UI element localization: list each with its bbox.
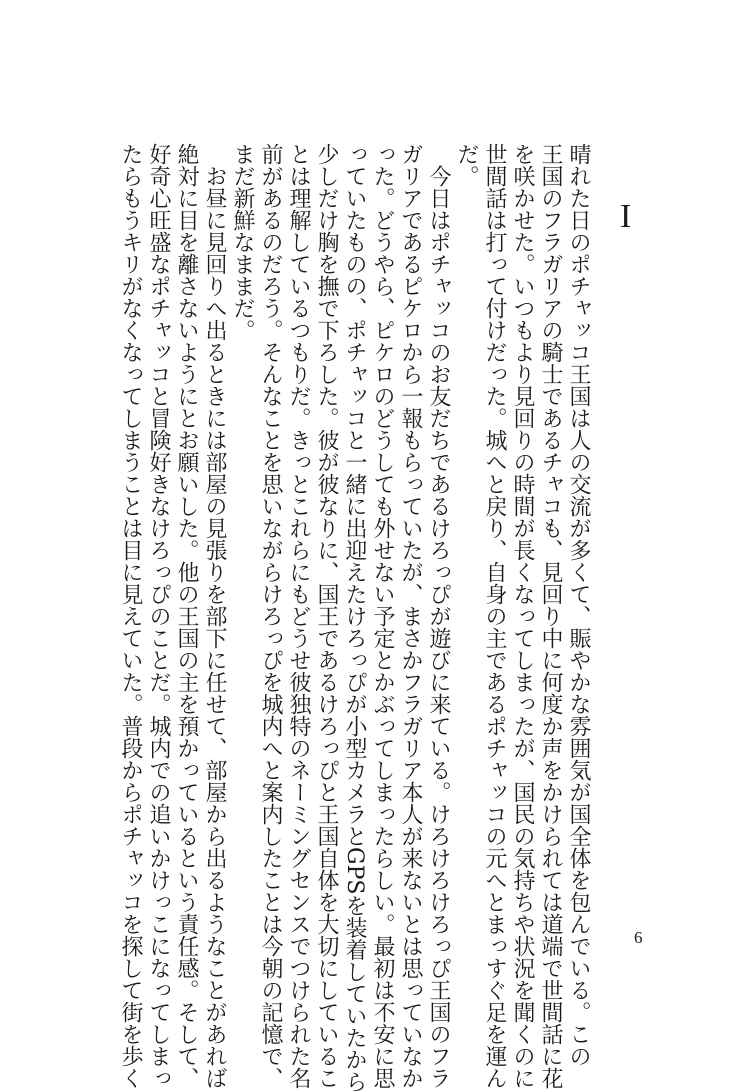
- text-line: 今日はポチャッコのお友だちであるけろっぴが遊びに来ている。けろけろけろっぴ王国のフラ: [426, 143, 451, 1089]
- text-line: 世間話は打って付けだった。城へと戻り、自身の主であるポチャッコの元へとまっすぐ足を運ん: [482, 143, 507, 1089]
- text-line: 好奇心旺盛なポチャッコと冒険好きなけろっぴのことだ。城内での追いかけっこになってしまっ: [146, 143, 171, 1089]
- text-line: 王国のフラガリアの騎士であるチャコも、見回り中に何度か声をかけられては道端で世間話に花: [538, 143, 563, 1089]
- chapter-heading: I: [620, 198, 632, 235]
- text-line: 絶対に目を離さないようにとお願いした。他の王国の主を預かっているという責任感。そして、: [174, 143, 199, 1089]
- text-line: った。どうやら、ピケロのどうしても外せない予定とかぶってしまったらしい。最初は不安に思: [370, 143, 395, 1089]
- text-line: 晴れた日のポチャッコ王国は人の交流が多くて、賑やかな雰囲気が国全体を包んでいる。この: [566, 143, 591, 1067]
- text-line: っていたものの、ポチャッコと一緒に出迎えたけろっぴが小型カメラとGPSを装着していたから: [342, 143, 367, 1092]
- text-line: とは理解しているつもりだ。きっとこれらにもどうせ彼独特のネーミングセンスでつけられた名: [286, 143, 311, 1089]
- text-line: 前があるのだろう。そんなことを思いながらけろっぴを城内へと案内したことは今朝の記憶で、: [258, 143, 283, 1089]
- text-line: たらもうキリがなくなってしまうことは目に見えていた。普段からポチャッコを探して街を歩く: [118, 143, 143, 1089]
- text-line: お昼に見回りへ出るときには部屋の見張りを部下に任せて、部屋から出るようなことがあれば: [202, 143, 227, 1089]
- text-line: を咲かせた。いつもより見回りの時間が長くなってしまったが、国民の気持ちや状況を聞くのに: [510, 143, 535, 1089]
- text-line: まだ新鮮なままだ。: [230, 143, 255, 341]
- text-line: だ。: [454, 143, 479, 187]
- text-line: ガリアであるピケロから一報もらっていたが、まさかフラガリア本人が来ないとは思っていなか: [398, 143, 423, 1089]
- page-number: 6: [634, 928, 643, 947]
- body-text: [116, 143, 592, 1092]
- text-line: 少しだけ胸を撫で下ろした。彼が彼なりに、国王であるけろっぴと王国自体を大切にしているこ: [314, 143, 339, 1089]
